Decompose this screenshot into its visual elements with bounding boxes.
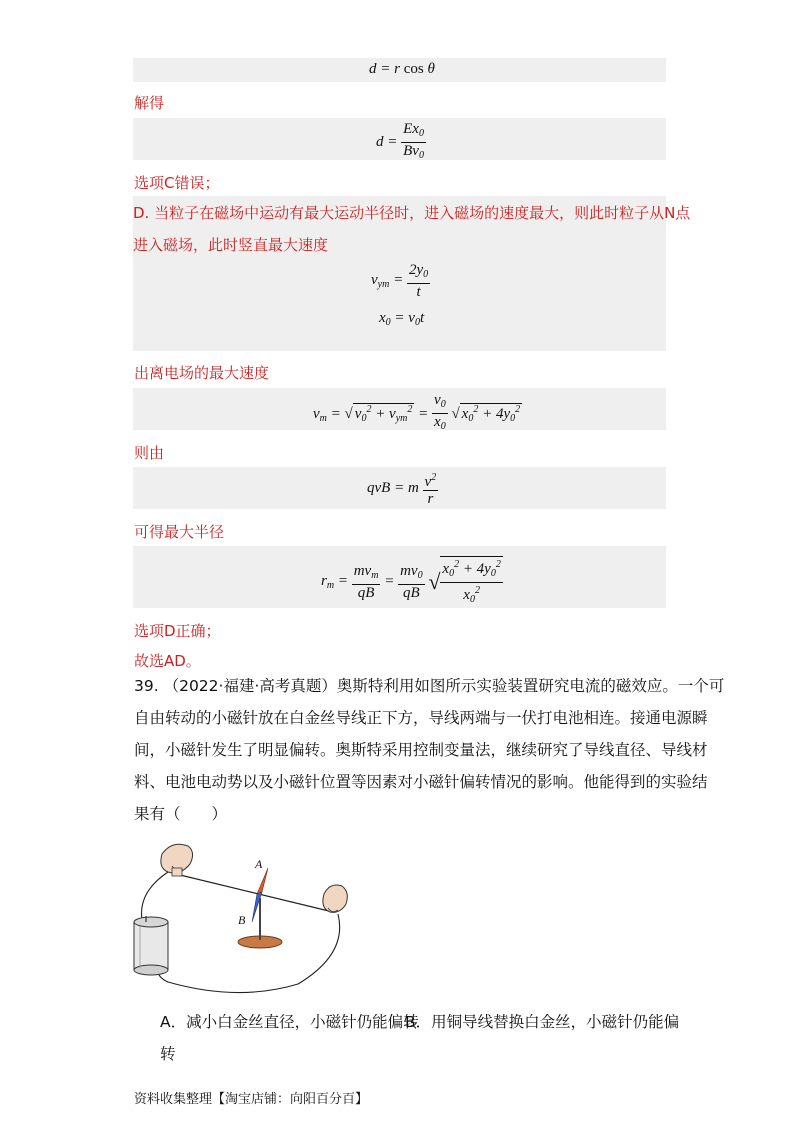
max-radius-label: 可得最大半径 xyxy=(134,523,225,541)
option-d-box xyxy=(133,196,691,351)
equation-vym: $v_{ym}$ = $\frac{2y_0}{t}$ xyxy=(371,262,429,300)
left-hand-icon xyxy=(161,844,193,876)
equation-x0: $x_0 = v_0t$ xyxy=(379,310,425,328)
equation-qvb: qvB = m $\frac{v^2}{r}$ xyxy=(367,472,437,507)
oersted-experiment-figure xyxy=(128,836,368,996)
question-line: 果有（ ） xyxy=(134,805,228,823)
option-d-correct: 选项D正确； xyxy=(134,622,221,640)
equation-box-6 xyxy=(133,546,666,608)
solve-label: 解得 xyxy=(134,94,165,112)
question-line: 间，小磁针发生了明显偏转。奥斯特采用控制变量法，继续研究了导线直径、导线材 xyxy=(134,741,708,759)
return-lead-wire xyxy=(157,914,340,993)
label-a: A xyxy=(255,857,263,871)
question-line: 料、电池电动势以及小磁针位置等因素对小磁针偏转情况的影响。他能得到的实验结 xyxy=(134,773,708,791)
option-b-line2: 转 xyxy=(160,1045,176,1063)
option-d-line1: D. 当粒子在磁场中运动有最大运动半径时，进入磁场的速度最大，则此时粒子从N点 xyxy=(133,204,691,222)
equation-d-rcos: d = r cos θ xyxy=(369,61,435,77)
equation-box-4 xyxy=(133,388,666,430)
question-line: 自由转动的小磁针放在白金丝导线正下方，导线两端与一伏打电池相连。接通电源瞬 xyxy=(134,709,708,727)
right-hand-icon xyxy=(323,885,347,912)
option-c-wrong: 选项C错误； xyxy=(134,174,220,192)
voltaic-battery-icon xyxy=(134,916,168,975)
max-speed-label: 出离电场的最大速度 xyxy=(134,364,270,382)
then-from-label: 则由 xyxy=(134,444,165,462)
option-b-line1: B．用铜导线替换白金丝，小磁针仍能偏 xyxy=(405,1013,680,1031)
option-d-line2: 进入磁场，此时竖直最大速度 xyxy=(133,236,329,254)
equation-d-fraction: d = $\frac{Ex_0}{Bv_0}$ xyxy=(376,121,424,161)
equation-rm: $r_m$ = $\frac{mv_m}{qB}$ = $\frac{mv_0}{qB}$ √ $\frac{x_0^2 + 4y_0^2}{x_0^2}$ xyxy=(321,556,503,608)
question-line: 39. （2022·福建·高考真题）奥斯特利用如图所示实验装置研究电流的磁效应。一个可 xyxy=(134,677,725,695)
equation-box-5 xyxy=(133,467,666,509)
equation-vm: $v_m$ = √ $v_0^2 + v_{ym}^2$ = $\frac{v_0}{x_0}$ √ $x_0^2 + 4y_0^2$ xyxy=(313,392,521,432)
answer-ad: 故选AD。 xyxy=(134,652,201,670)
question-39 xyxy=(134,670,724,830)
option-a: A．减小白金丝直径，小磁针仍能偏转 xyxy=(160,1013,419,1031)
label-b: B xyxy=(238,913,246,927)
footer-text: 资料收集整理【淘宝店铺：向阳百分百】 xyxy=(134,1092,369,1107)
left-lead-wire xyxy=(142,872,168,920)
equation-box-1 xyxy=(133,58,666,82)
equation-box-2 xyxy=(133,118,666,160)
